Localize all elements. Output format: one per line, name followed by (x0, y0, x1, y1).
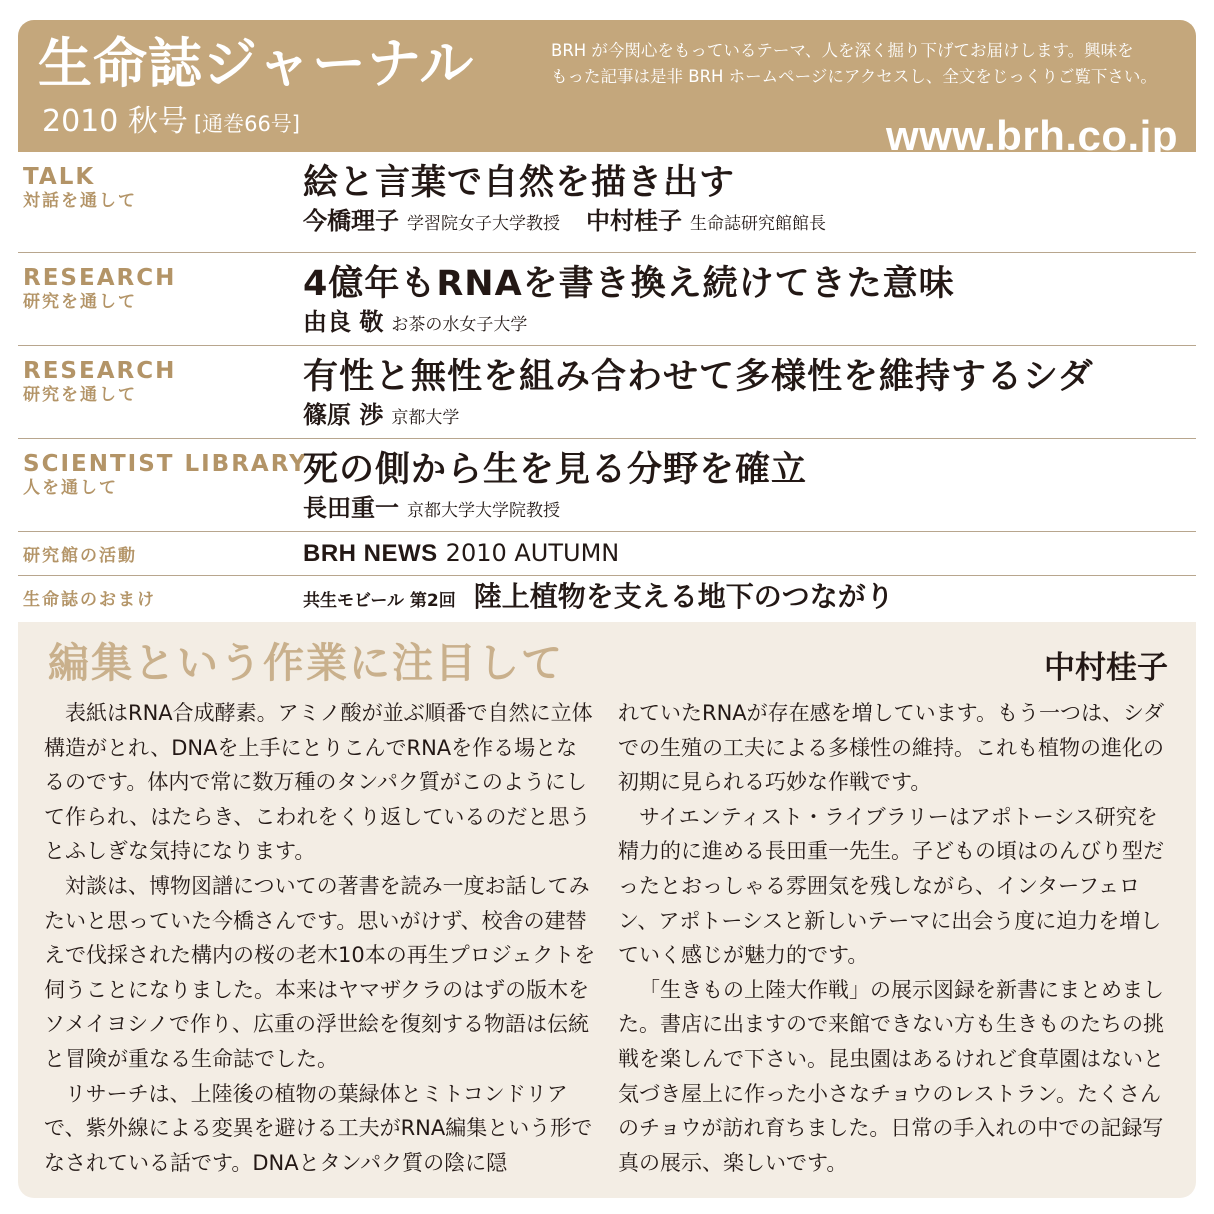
website-url[interactable]: www.brh.co.jp (886, 112, 1178, 159)
contents-row-talk[interactable] (18, 152, 1196, 253)
article-authors (303, 307, 955, 340)
category-label (23, 451, 308, 499)
news-line (303, 538, 619, 569)
category-jp: 研究を通して (23, 292, 137, 312)
editorial-paragraph: 「生きもの上陸大作戦」の展示図録を新書にまとめました。書店に出ますので来館できない方も生きものたちの挑戦を楽しんで下さい。昆虫園はあるけれど食草園はないと気づき屋上に作った小さなチョウのレストラン。たくさんのチョウが訪れ育ちました。日常の手入れの中での記録写真の展示、楽しいです。 (618, 977, 1164, 1175)
editorial-author: 中村桂子 (1044, 650, 1168, 686)
tagline-line: もった記事は是非 BRH ホームページにアクセスし、全文をじっくりご覧下さい。 (551, 67, 1157, 86)
category-en: RESEARCH (23, 265, 177, 291)
article-authors (303, 493, 807, 526)
editorial-box (18, 622, 1196, 1198)
editorial-paragraph: れていたRNAが存在感を増しています。もう一つは、シダでの生殖の工夫による多様性の維持。これも植物の進化の初期に見られる巧妙な作戦です。 (618, 701, 1165, 795)
header-tagline (551, 38, 1181, 90)
contents-row-research-fern[interactable] (18, 346, 1196, 439)
editorial-title: 編集という作業に注目して (48, 639, 564, 687)
contents-row-scientist-library[interactable] (18, 439, 1196, 532)
contents-row-extra[interactable] (18, 576, 1196, 620)
article-title[interactable]: 絵と言葉で自然を描き出す (303, 163, 736, 203)
news-label: BRH NEWS (303, 540, 438, 567)
journal-title: 生命誌ジャーナル (38, 32, 475, 95)
extra-title[interactable]: 陸上植物を支える地下のつながり (473, 580, 894, 613)
editorial-paragraph: 対談は、博物図譜についての著書を読み一度お話してみたいと思っていた今橋さんです。思いがけず、校舎の建替えで伐採された構内の桜の老木10本の再生プロジェクトを伺うことになりました。本来はヤマザクラのはずの版木をソメイヨシノで作り、広重の浮世絵を復刻する物語は伝統と冒険が重なる生命誌でした。 (44, 873, 596, 1071)
journal-header (18, 20, 1196, 159)
editorial-column-left (44, 696, 596, 1180)
author-affiliation: 学習院女子大学教授 (407, 214, 560, 234)
category-jp: 研究を通して (23, 385, 137, 405)
article-block (303, 263, 955, 340)
article-authors (303, 400, 1094, 433)
category-label: 研究館の活動 (23, 546, 137, 566)
category-jp: 人を通して (23, 478, 118, 498)
editorial-paragraph: リサーチは、上陸後の植物の葉緑体とミトコンドリアで、紫外線による変異を避ける工夫がRNA編集という形でなされている話です。DNAとタンパク質の陰に隠 (44, 1081, 593, 1175)
issue-season: 2010 秋号 (42, 104, 188, 139)
category-label (23, 265, 176, 313)
article-block (303, 356, 1094, 433)
author-affiliation: 生命誌研究館館長 (690, 214, 826, 234)
article-block (303, 449, 807, 526)
category-label (23, 358, 176, 406)
editorial-paragraph: サイエンティスト・ライブラリーはアポトーシス研究を精力的に進める長田重一先生。子どもの頃はのんびり型だったとおっしゃる雰囲気を残しながら、インターフェロン、アポトーシスと新しいテーマに出会う度に迫力を増していく感じが魅力的です。 (618, 804, 1164, 968)
author-affiliation: 京都大学 (391, 408, 460, 428)
extra-series: 共生モビール 第2回 (303, 591, 456, 611)
category-label: 生命誌のおまけ (23, 590, 156, 610)
article-title[interactable]: 有性と無性を組み合わせて多様性を維持するシダ (303, 357, 1094, 397)
author-name: 長田重一 (303, 494, 399, 522)
article-title[interactable]: 4億年もRNAを書き換え続けてきた意味 (303, 264, 955, 304)
editorial-paragraph: 表紙はRNA合成酵素。アミノ酸が並ぶ順番で自然に立体構造がとれ、DNAを上手にとりこんでRNAを作る場となるのです。体内で常に数万種のタンパク質がこのようにして作られ、はたらき、こわれをくり返しているのだと思うとふしぎな気持になります。 (44, 701, 593, 864)
contents-row-news[interactable] (18, 532, 1196, 576)
author-affiliation: お茶の水女子大学 (391, 315, 528, 335)
author-affiliation: 京都大学大学院教授 (407, 501, 560, 521)
article-title[interactable]: 死の側から生を見る分野を確立 (303, 450, 808, 490)
category-label (23, 164, 137, 212)
extra-line (303, 580, 894, 614)
category-en: SCIENTIST LIBRARY (23, 451, 308, 477)
author-name: 今橋理子 (303, 207, 399, 235)
issue-volume: [通巻66号] (193, 112, 300, 136)
category-en: TALK (23, 164, 96, 190)
category-jp: 対話を通して (23, 191, 137, 211)
author-name: 篠原 渉 (303, 401, 384, 429)
article-block (303, 162, 852, 239)
news-edition: 2010 AUTUMN (445, 539, 620, 567)
author-name: 由良 敬 (303, 308, 384, 336)
category-en: RESEARCH (23, 358, 177, 384)
article-authors (303, 206, 852, 239)
tagline-line: BRH が今関心をもっているテーマ、人を深く掘り下げてお届けします。興味を (551, 41, 1134, 60)
issue-label (42, 104, 300, 142)
contents-row-research-rna[interactable] (18, 253, 1196, 346)
editorial-column-right (618, 696, 1174, 1180)
author-name: 中村桂子 (586, 207, 682, 235)
